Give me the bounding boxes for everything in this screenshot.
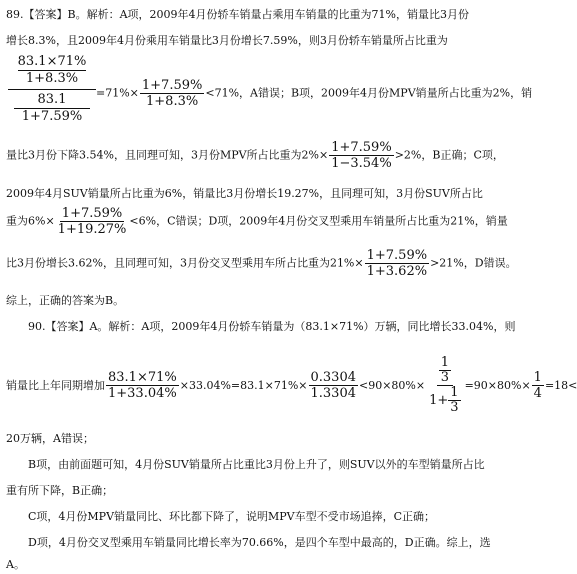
q90-option-b-line2: 重有所下降，B正确；	[6, 484, 114, 497]
q89-compound-fraction	[8, 54, 96, 125]
fraction-c: $\frac{1+7.59\%}{1+19.27\%}$	[57, 206, 127, 237]
fraction-g: $\frac{1}{4}$	[533, 369, 542, 401]
q89-line5: 2009年4月SUV销量所占比重为6%，销量比3月份增长19.27%，且同理可知，3月份SUV所占比	[6, 187, 483, 200]
q90-header: 90.【答案】A。解析：A项，2009年4月份轿车销量为（83.1×71%）万辆，同比增长33.04%，则	[28, 320, 516, 333]
fraction-e: $\frac{83.1\times 71\%}{1+33.04\%}$	[108, 369, 177, 401]
fraction-a: $\frac{1+7.59\%}{1+8.3\%}$	[141, 78, 203, 109]
compound-top-denominator: 1+8.3%	[25, 71, 79, 86]
q89-line3: =71%× $\frac{1+7.59\%}{1+8.3\%}$ <71%，A错误；B项，2009年4月份MPV销量所占比重为2%，销	[96, 78, 533, 109]
q89-header: 89.【答案】B。解析：A项，2009年4月份轿车销量占乘用车销量的比重为71%，销量比3月份	[6, 8, 469, 21]
fraction-f: $\frac{0.3304}{1.3304}$	[310, 369, 356, 401]
fraction-d: $\frac{1+7.59\%}{1+3.62\%}$	[366, 248, 428, 279]
q89-line7: 比3月份增长3.62%，且同理可知，3月份交叉型乘用车所占比重为21%× $\frac{1+7.59\%}{1+3.62\%}$ >21%，D错误。	[6, 248, 517, 279]
q89-line2: 增长8.3%，且2009年4月份乘用车销量比3月份增长7.59%，则3月份轿车销量所占比重为	[6, 34, 448, 47]
q89-line6: 重为6%× $\frac{1+7.59\%}{1+19.27\%}$ <6%，C错误；D项，2009年4月份交叉型乘用车销量所占比重为21%，销量	[6, 206, 508, 237]
compound-bottom-denominator: 1+7.59%	[21, 109, 83, 124]
q90-option-c: C项，4月份MPV销量同比、环比都下降了，说明MPV车型不受市场追捧，C正确；	[28, 510, 436, 523]
q90-line2: 销量比上年同期增加 $\frac{83.1\times 71\%}{1+33.04\%}$ ×33.04%=83.1×71%× $\frac{0.3304}{1.3304}$ <90×80%× 1 3 1+ $\frac{1}{3}$ =90×80%× $\frac{1}{4}$ =18<	[6, 354, 577, 415]
q90-option-d-line1: D项，4月份交叉型乘用车销量同比增长率为70.66%，是四个车型中最高的，D正确。综上，选	[28, 536, 491, 549]
q89-line4: 量比3月份下降3.54%，且同理可知，3月份MPV所占比重为2%× $\frac{1+7.59\%}{1-3.54\%}$ >2%，B正确；C项，	[6, 140, 504, 171]
compound-bottom-numerator: 83.1	[37, 92, 67, 107]
q89-conclusion: 综上，正确的答案为B。	[6, 294, 125, 307]
fraction-b: $\frac{1+7.59\%}{1-3.54\%}$	[331, 140, 392, 171]
q90-line3: 20万辆，A错误；	[6, 432, 94, 445]
nested-fraction: 1 3 1+ $\frac{1}{3}$	[429, 354, 459, 415]
q90-option-d-line2: A。	[6, 558, 25, 571]
compound-top-numerator: 83.1×71%	[17, 54, 87, 69]
q90-option-b-line1: B项，由前面题可知，4月份SUV销量所占比重比3月份上升了，则SUV以外的车型销量所占比	[28, 458, 485, 471]
